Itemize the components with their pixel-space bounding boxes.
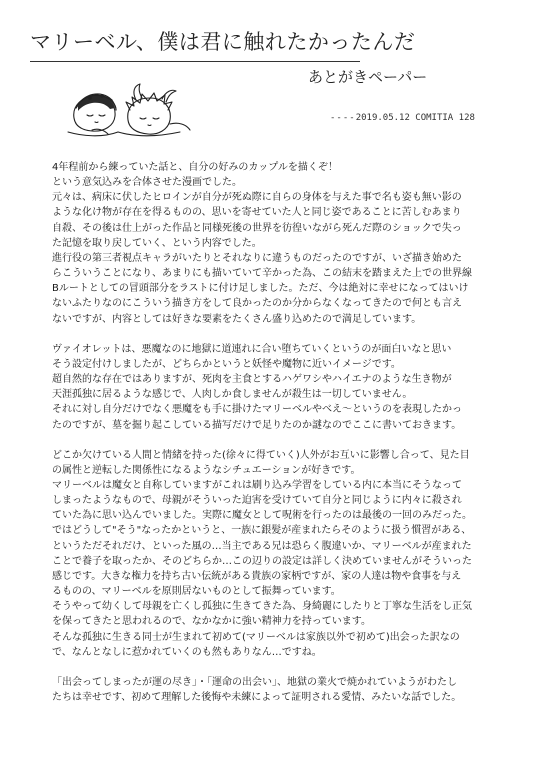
event-date: 2019.05.12 bbox=[355, 113, 410, 123]
text-line: を保ってきたと思われるので、なかなかに強い精神力を持っています。 bbox=[52, 616, 371, 628]
text-line: Bルートとしての冒頭部分をラストに付け足しました。ただ、今は絶対に幸せになってはいけ bbox=[52, 283, 469, 295]
text-line: そう設定付けしましたが、どちらかというと妖怪や魔物に近いイメージです。 bbox=[52, 358, 401, 370]
page-title: マリーベル、僕は君に触れたかったんだ bbox=[30, 30, 416, 54]
text-line: ことで養子を取ったか、そのどちらか…この辺りの設定は詳しく決めていませんがそういった bbox=[52, 555, 472, 567]
paragraph-1 bbox=[52, 160, 498, 327]
text-line: の属性と逆転した関係性になるようなシチュエーションが好きです。 bbox=[52, 464, 361, 476]
text-line: ないふたりなのにこういう描き方をして良かったのか分からなくなってきたので何とも言え bbox=[52, 298, 462, 310]
text-line: で、なんとなしに惹かれていくのも然もありなん…ですね。 bbox=[52, 646, 322, 658]
text-line: というただそれだけ、といった風の…当主である兄は恐らく腹違いか、マリーベルが産まれた bbox=[52, 540, 472, 552]
text-line: 自殺、その後は仕上がった作品と同様死後の世界を彷徨いながら死んだ際のショックで失っ bbox=[52, 222, 462, 234]
page-subtitle: あとがきペーパー bbox=[308, 68, 428, 86]
text-line: 超自然的な存在ではありますが、死肉を主食とするハゲワシやハイエナのような生き物が bbox=[52, 374, 452, 386]
text-line: ではどうして"そう"なったかというと、一族に銀髪が産まれたらそのように扱う慣習がある、 bbox=[52, 525, 472, 537]
paragraph-4 bbox=[52, 675, 498, 705]
text-line: という意気込みを合体させた漫画でした。 bbox=[52, 177, 242, 189]
text-line: 元々は、病床に伏したヒロインが自分が死ぬ際に自らの身体を与えた事で名も姿も無い影の bbox=[52, 192, 462, 204]
text-line: 感じです。大きな権力を持ち古い伝統がある貴族の家柄ですが、家の人達は物や食事を与え bbox=[52, 570, 462, 582]
text-line: 天涯孤独に居るような感じで、人肉しか食しませんが殺生は一切していません。 bbox=[52, 389, 413, 401]
text-line: らこういうことになり、あまりにも描いていて辛かった為、この結末を踏まえた上での世界線 bbox=[52, 268, 472, 280]
text-line: ような化け物が存在を得るものの、思いを寄せていた人と同じ姿であることに苦しむあまり bbox=[52, 207, 462, 219]
text-line: どこか欠けている人間と情緒を持った(徐々に得ていく)人外がお互いに影響し合って、見た目 bbox=[52, 449, 470, 461]
title-underline bbox=[30, 61, 360, 62]
text-line: ないですが、内容としては好きな要素をたくさん盛り込めたので満足しています。 bbox=[52, 313, 422, 325]
text-line: たちは幸せです、初めて理解した後悔や未練によって証明される愛情、みたいな話でした。 bbox=[52, 692, 462, 703]
text-line: 「出会ってしまったが運の尽き」・「運命の出会い」、地獄の業火で焼かれていようがわたし bbox=[52, 676, 457, 688]
text-line: マリーベルは魔女と自称していますがこれは刷り込み学習をしている内に本当にそうなって bbox=[52, 479, 462, 491]
afterword-body bbox=[52, 160, 498, 705]
paragraph-3 bbox=[52, 448, 498, 660]
text-line: そうやって幼くして母親を亡くし孤独に生きてきた為、身綺麗にしたりと丁寧な生活をし正気 bbox=[52, 601, 472, 613]
paragraph-2 bbox=[52, 342, 498, 433]
text-line: るものの、マリーベルを原則居ないものとして振舞っています。 bbox=[52, 586, 341, 598]
text-line: た記憶を取り戻していく、という内容でした。 bbox=[52, 237, 262, 249]
dateline-dash: ---- bbox=[330, 113, 356, 123]
text-line: 進行役の第三者視点キャラがいたりとそれなりに違うものだったのですが、いざ描き始めた bbox=[52, 252, 462, 264]
text-line: それに対し自分だけでなく悪魔をも手に掛けたマリーベルやべえ〜というのを表現したかっ bbox=[52, 404, 462, 416]
event-name: COMITIA 128 bbox=[415, 113, 475, 123]
text-line: ていた為に思い込んでいました。実際に魔女として呪術を行ったのは最後の一回のみだった。 bbox=[52, 510, 472, 522]
text-line: ヴァイオレットは、悪魔なのに地獄に道連れに合い堕ちていくというのが面白いなと思い bbox=[52, 343, 452, 355]
dateline bbox=[330, 113, 475, 123]
character-sketch-illustration bbox=[62, 78, 202, 140]
text-line: しまったようなもので、母親がそういった迫害を受けていて自分と同じように内々に殺され bbox=[52, 495, 462, 507]
text-line: たのですが、墓を掘り起こしている描写だけで足りたのか謎なのでここに書いておきます。 bbox=[52, 419, 462, 431]
text-line: 4年程前から練っていた話と、自分の好みのカップルを描くぞ！ bbox=[52, 162, 338, 173]
text-line: そんな孤独に生きる同士が生まれて初めて(マリーベルは家族以外で初めて)出会った訳なの bbox=[52, 631, 460, 643]
